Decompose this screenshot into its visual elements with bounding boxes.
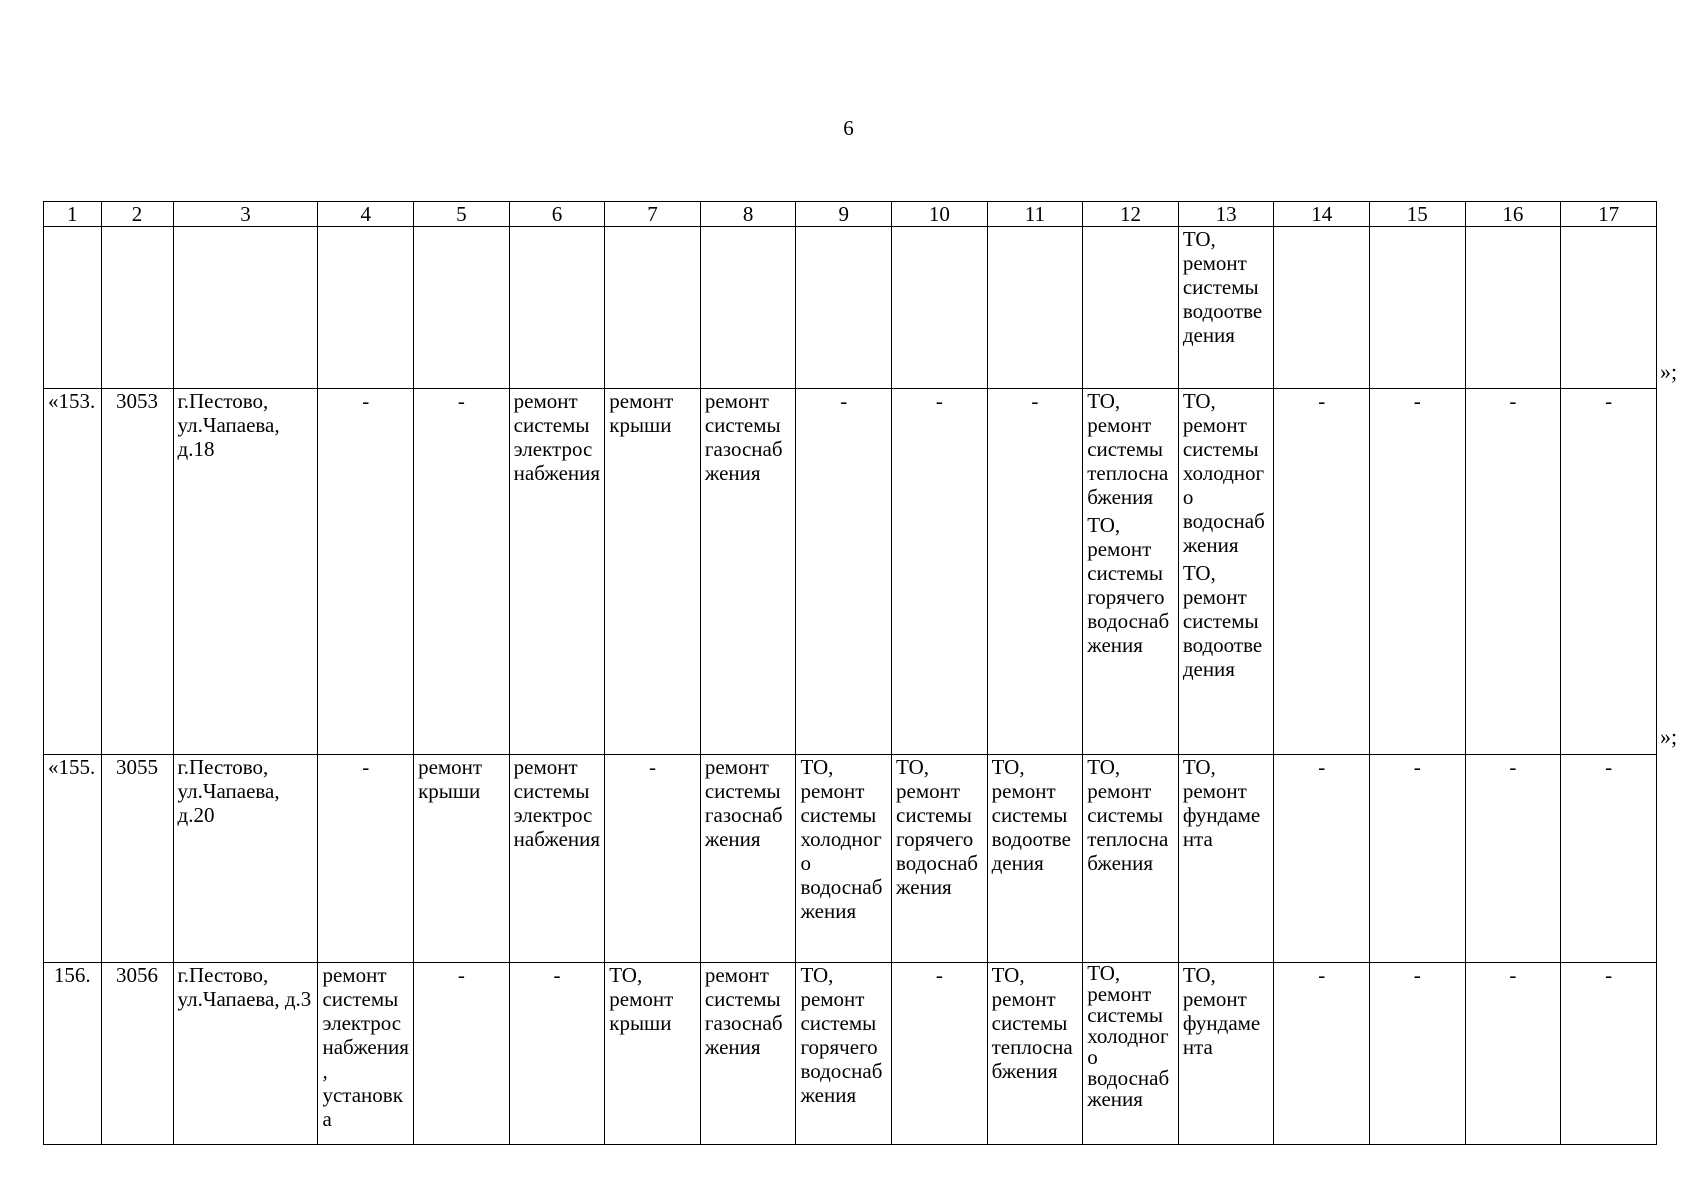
table-cell: - xyxy=(1561,755,1657,963)
row-number: 156. xyxy=(44,963,102,1145)
table-cell: - xyxy=(414,389,510,755)
table-cell: - xyxy=(318,389,414,755)
table-cell xyxy=(44,227,102,389)
row-code: 3056 xyxy=(101,963,173,1145)
table-cell xyxy=(509,227,605,389)
table-cell: - xyxy=(509,963,605,1145)
table-cell: - xyxy=(796,389,892,755)
document-table xyxy=(43,201,1657,1145)
table-cell: ремонт системы электроснабжения xyxy=(509,755,605,963)
column-header: 13 xyxy=(1178,202,1274,227)
table-cell xyxy=(1370,227,1466,389)
table-cell: ремонт крыши xyxy=(605,389,701,755)
column-header: 1 xyxy=(44,202,102,227)
table-cell: ТО, ремонт системы горячего водоснабжения xyxy=(892,755,988,963)
column-header: 6 xyxy=(509,202,605,227)
table-cell: ТО, ремонт системы холодного водоснабжения xyxy=(796,755,892,963)
table-cell xyxy=(605,227,701,389)
page-number: 6 xyxy=(843,116,854,140)
table-cell: - xyxy=(1465,755,1561,963)
column-header: 17 xyxy=(1561,202,1657,227)
column-header: 3 xyxy=(173,202,318,227)
cell-block: ТО, ремонт системы горячего водоснабжения xyxy=(1087,513,1170,657)
table-cell: ремонт системы электроснабжения xyxy=(509,389,605,755)
cell-block: ТО, ремонт системы холодного водоснабжения xyxy=(1182,389,1265,557)
column-header: 5 xyxy=(414,202,510,227)
table-cell: - xyxy=(1274,755,1370,963)
table-cell xyxy=(173,227,318,389)
table-cell: - xyxy=(892,963,988,1145)
table-cell: ТО, ремонт крыши xyxy=(605,963,701,1145)
closing-quote: »; xyxy=(1660,359,1678,384)
column-header: 4 xyxy=(318,202,414,227)
table-cell: ТО, ремонт системы горячего водоснабжения xyxy=(796,963,892,1145)
table-cell: - xyxy=(987,389,1083,755)
table-cell xyxy=(101,227,173,389)
table-cell: - xyxy=(1370,963,1466,1145)
table-cell: - xyxy=(414,963,510,1145)
column-header: 12 xyxy=(1083,202,1179,227)
column-header: 2 xyxy=(101,202,173,227)
table-cell xyxy=(796,227,892,389)
table-cell xyxy=(700,227,796,389)
column-header: 16 xyxy=(1465,202,1561,227)
table-row xyxy=(44,755,1657,963)
table-cell xyxy=(892,227,988,389)
column-header: 11 xyxy=(987,202,1083,227)
table-row xyxy=(44,963,1657,1145)
table-cell: - xyxy=(605,755,701,963)
table-cell: - xyxy=(1465,389,1561,755)
table-cell: - xyxy=(1274,389,1370,755)
cell-block: ТО, ремонт системы водоотведения xyxy=(1182,561,1263,681)
table-cell: ТО, ремонт системы водоотведения xyxy=(987,755,1083,963)
column-header: 15 xyxy=(1370,202,1466,227)
table-cell: - xyxy=(892,389,988,755)
table-cell: ремонт системы электроснабжения, установка xyxy=(318,963,414,1145)
column-header: 8 xyxy=(700,202,796,227)
table-cell xyxy=(1083,389,1179,755)
table-header-row xyxy=(44,202,1657,227)
table-cell xyxy=(414,227,510,389)
cell-block: ТО, ремонт системы теплоснабжения xyxy=(1087,389,1169,509)
table-cell: ТО, ремонт фундамента xyxy=(1178,755,1274,963)
row-address: г.Пестово, ул.Чапаева, д.3 xyxy=(173,963,318,1145)
table-cell: - xyxy=(1274,963,1370,1145)
table-cell: ремонт крыши xyxy=(414,755,510,963)
table-cell xyxy=(1465,227,1561,389)
column-header: 14 xyxy=(1274,202,1370,227)
table-cell: ТО, ремонт системы теплоснабжения xyxy=(1083,755,1179,963)
column-header: 9 xyxy=(796,202,892,227)
row-number: «153. xyxy=(44,389,102,755)
table-row xyxy=(44,389,1657,755)
table-cell: - xyxy=(1370,389,1466,755)
table-cell xyxy=(1083,227,1179,389)
table-row-continuation xyxy=(44,227,1657,389)
column-header: 7 xyxy=(605,202,701,227)
table-cell: ремонт системы газоснабжения xyxy=(700,389,796,755)
row-address: г.Пестово, ул.Чапаева, д.18 xyxy=(173,389,318,755)
row-number: «155. xyxy=(44,755,102,963)
table-cell xyxy=(1561,227,1657,389)
table-cell: ремонт системы газоснабжения xyxy=(700,755,796,963)
table-cell: ремонт системы газоснабжения xyxy=(700,963,796,1145)
column-header: 10 xyxy=(892,202,988,227)
table-cell xyxy=(318,227,414,389)
table-cell xyxy=(1274,227,1370,389)
table-cell: - xyxy=(1370,755,1466,963)
table-cell-col13: ТО, ремонт системы водоотведения xyxy=(1178,227,1274,389)
table-cell: - xyxy=(1561,389,1657,755)
row-code: 3055 xyxy=(101,755,173,963)
table-cell xyxy=(1178,389,1274,755)
row-code: 3053 xyxy=(101,389,173,755)
table-cell: - xyxy=(1561,963,1657,1145)
table-cell: - xyxy=(318,755,414,963)
table-cell: ТО, ремонт системы теплоснабжения xyxy=(987,963,1083,1145)
closing-quote: »; xyxy=(1660,724,1678,749)
table-cell xyxy=(987,227,1083,389)
table-cell: ТО, ремонт фундамента xyxy=(1178,963,1274,1145)
table-cell: ТО, ремонт системы холодного водоснабжения xyxy=(1083,963,1179,1145)
table-cell: - xyxy=(1465,963,1561,1145)
row-address: г.Пестово, ул.Чапаева, д.20 xyxy=(173,755,318,963)
